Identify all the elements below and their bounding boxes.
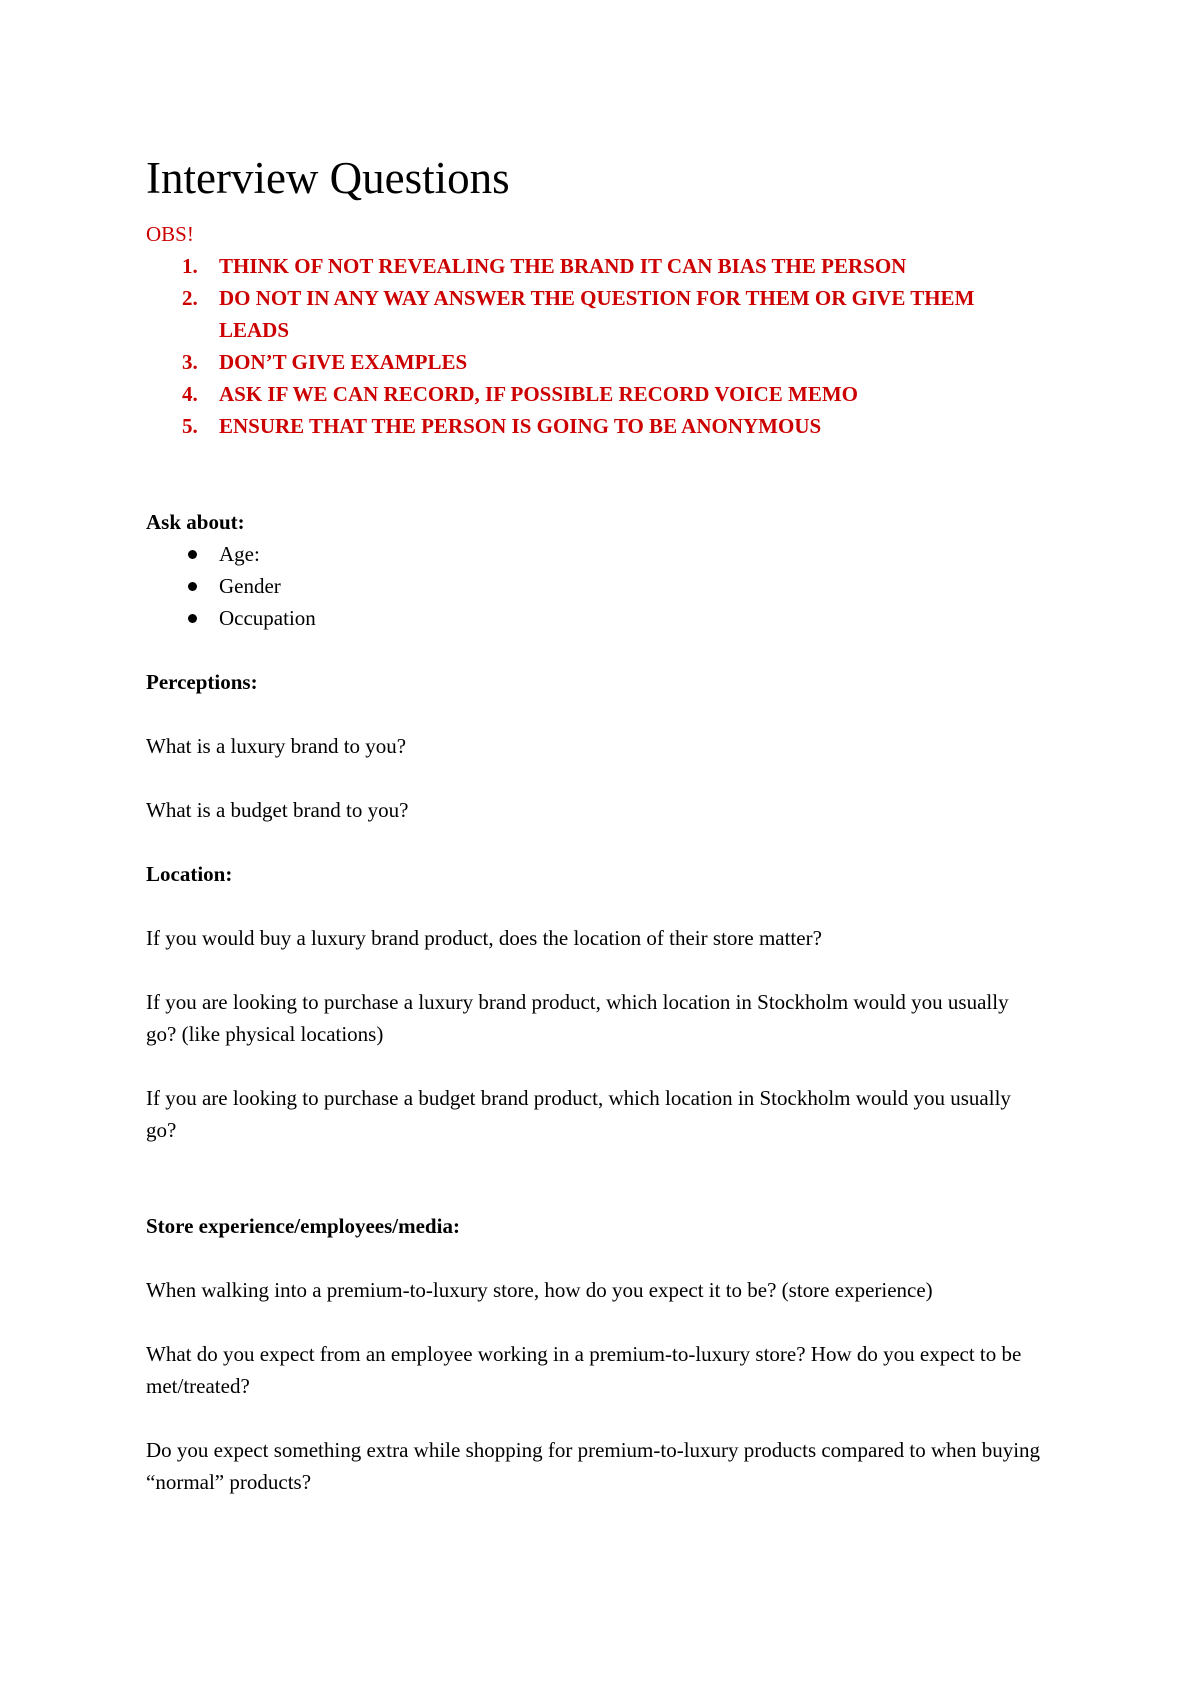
list-item-text: Age: — [219, 542, 260, 566]
question-text: If you would buy a luxury brand product, does the location of their store matter? — [146, 926, 822, 950]
obs-item — [146, 346, 1076, 378]
obs-item-text: DO NOT IN ANY WAY ANSWER THE QUESTION FOR THEM OR GIVE THEM LEADS — [219, 286, 975, 342]
page-title: Interview Questions — [146, 153, 510, 203]
obs-item-number: 3. — [182, 350, 198, 374]
obs-item — [146, 282, 1014, 346]
list-item — [146, 602, 1076, 634]
obs-item-number: 4. — [182, 382, 198, 406]
store-heading: Store experience/employees/media: — [146, 1214, 460, 1238]
bullet-icon — [188, 550, 197, 559]
list-item — [146, 538, 1076, 570]
obs-item-text: THINK OF NOT REVEALING THE BRAND IT CAN BIAS THE PERSON — [219, 254, 907, 278]
question-text: If you are looking to purchase a budget brand product, which location in Stockholm would you usually go? — [146, 1086, 1011, 1142]
question-text: Do you expect something extra while shopping for premium-to-luxury products compared to when buying “normal” products? — [146, 1438, 1041, 1494]
ask-about-heading: Ask about: — [146, 510, 245, 534]
obs-item-number: 1. — [182, 254, 198, 278]
obs-item-number: 2. — [182, 286, 198, 310]
bullet-icon — [188, 582, 197, 591]
question-text: When walking into a premium-to-luxury store, how do you expect it to be? (store experience) — [146, 1278, 933, 1302]
location-heading: Location: — [146, 862, 233, 886]
perceptions-heading: Perceptions: — [146, 670, 258, 694]
obs-item-text: ASK IF WE CAN RECORD, IF POSSIBLE RECORD VOICE MEMO — [219, 382, 858, 406]
question-text: What do you expect from an employee working in a premium-to-luxury store? How do you expect to be met/treated? — [146, 1342, 1022, 1398]
obs-label: OBS! — [146, 222, 194, 246]
list-item-text: Gender — [219, 574, 281, 598]
obs-item — [146, 378, 1076, 410]
obs-list — [146, 250, 1076, 442]
question-text: What is a budget brand to you? — [146, 798, 409, 822]
obs-item — [146, 250, 1076, 282]
obs-item-text: ENSURE THAT THE PERSON IS GOING TO BE ANONYMOUS — [219, 414, 822, 438]
obs-item — [146, 410, 1076, 442]
obs-item-text: DON’T GIVE EXAMPLES — [219, 350, 468, 374]
obs-item-number: 5. — [182, 414, 198, 438]
question-text: If you are looking to purchase a luxury brand product, which location in Stockholm would you usually go? (like physical locations) — [146, 990, 1009, 1046]
bullet-icon — [188, 614, 197, 623]
question-text: What is a luxury brand to you? — [146, 734, 407, 758]
list-item-text: Occupation — [219, 606, 316, 630]
ask-about-list — [146, 538, 1076, 634]
list-item — [146, 570, 1076, 602]
document-page — [146, 148, 1076, 1498]
